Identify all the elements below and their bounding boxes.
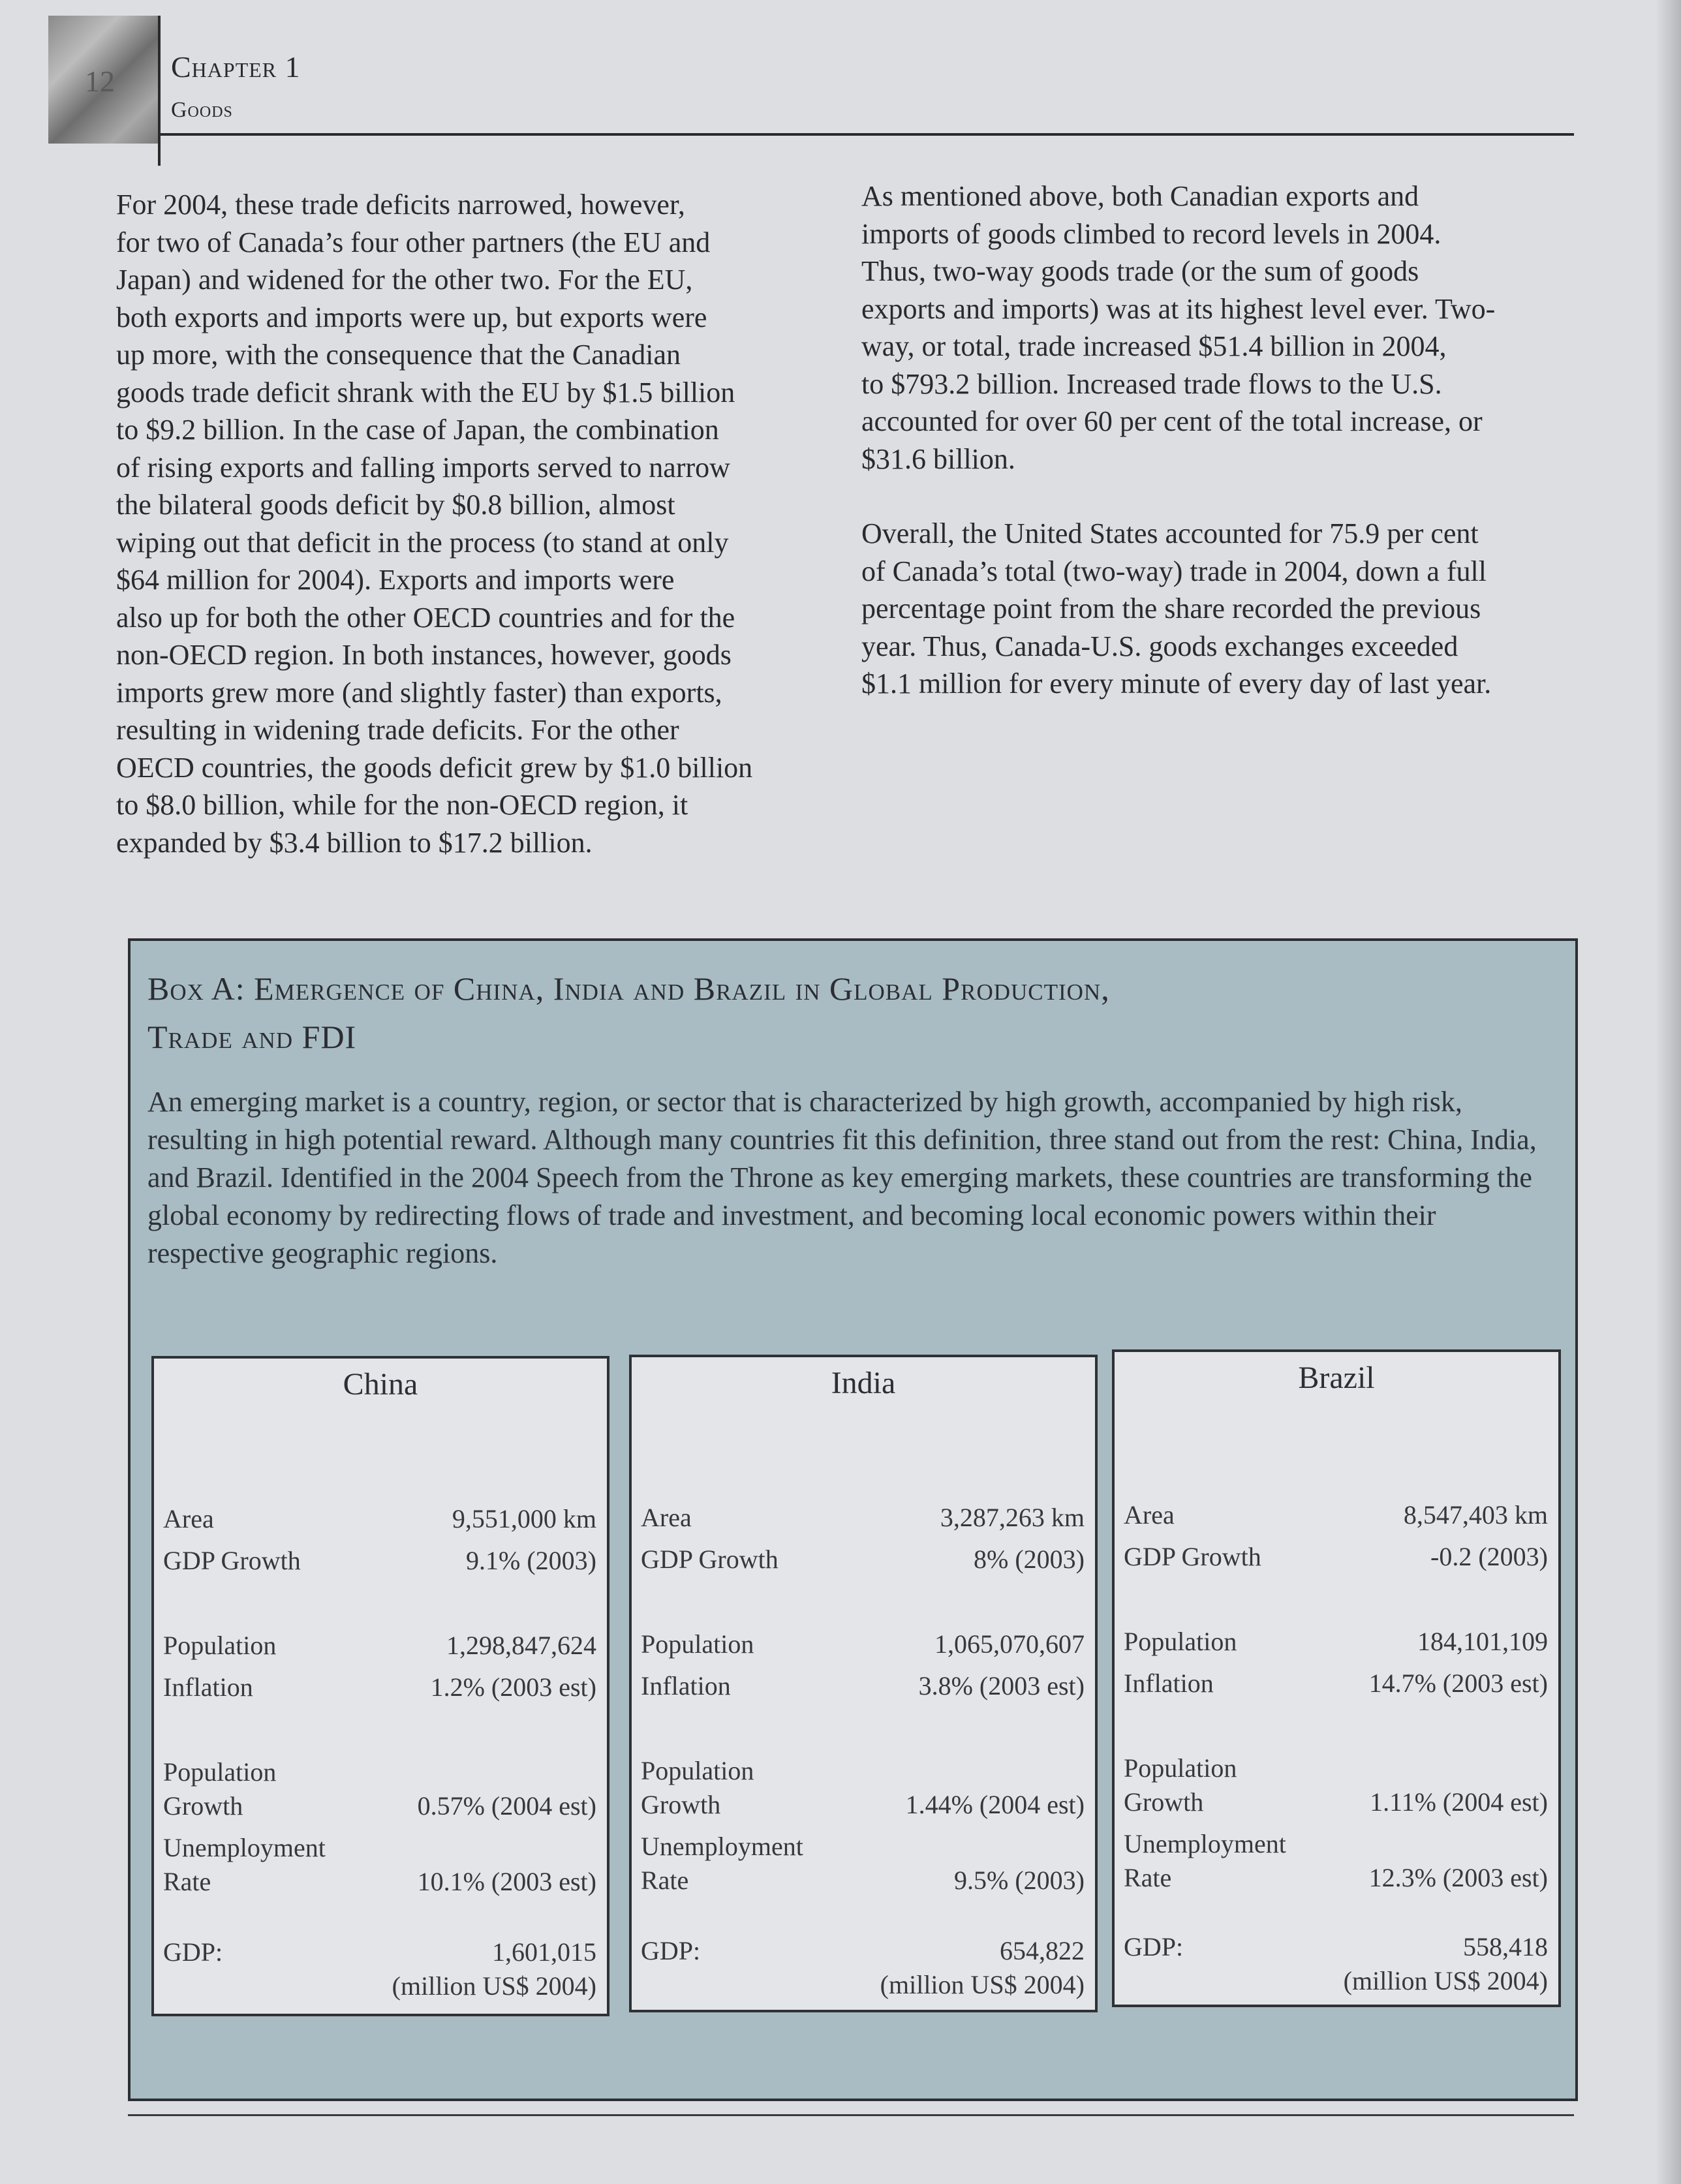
stat-label: Population xyxy=(641,1629,754,1659)
page-edge-shadow xyxy=(1655,0,1681,2184)
stat-row-population xyxy=(163,1629,596,1663)
stat-label: Unemployment Rate xyxy=(163,1833,326,1896)
stat-row-population xyxy=(1124,1625,1548,1659)
stat-label: Population Growth xyxy=(163,1757,277,1821)
stat-row-gdp-growth xyxy=(1124,1540,1548,1574)
stat-label: GDP: xyxy=(1124,1932,1184,1961)
stat-label: Inflation xyxy=(641,1671,731,1700)
stat-value: 9.1% (2003) xyxy=(466,1546,596,1575)
stat-label: GDP: xyxy=(641,1936,701,1965)
stat-row-population xyxy=(641,1627,1085,1661)
stat-value: -0.2 (2003) xyxy=(1430,1542,1548,1571)
stat-label: GDP Growth xyxy=(163,1546,301,1575)
country-panel-brazil xyxy=(1112,1349,1561,2007)
stat-label: Population xyxy=(163,1631,277,1660)
box-a-panel xyxy=(128,938,1578,2101)
stat-value: 184,101,109 xyxy=(1417,1627,1548,1656)
stat-row-gdp xyxy=(163,1935,596,2003)
stat-value: 3.8% (2003 est) xyxy=(918,1671,1085,1700)
stat-row-unemployment xyxy=(163,1831,596,1899)
stat-label: Population Growth xyxy=(641,1756,754,1819)
stat-label: Unemployment Rate xyxy=(641,1832,803,1895)
page-number: 12 xyxy=(85,65,115,98)
right-paragraph-2: Overall, the United States accounted for 75.9 per cent of Canada’s total (two-way) trade in 2004, down a full percentage point from the share recorded the previous year. Thus, Canada-U.S. goods exchanges exceeded $1.1 million for every minute of every day of last year. xyxy=(861,517,1492,700)
stat-value: 12.3% (2003 est) xyxy=(1368,1863,1548,1892)
stat-row-population-growth xyxy=(163,1755,596,1823)
stat-row-gdp xyxy=(641,1934,1085,2002)
stat-value: 0.57% (2004 est) xyxy=(417,1791,596,1821)
header-horizontal-rule xyxy=(158,133,1574,136)
country-panel-india xyxy=(629,1355,1098,2012)
country-name: India xyxy=(831,1366,896,1400)
stat-value: 1,298,847,624 xyxy=(446,1631,596,1660)
stat-value: 9.5% (2003) xyxy=(954,1866,1085,1895)
stat-label: GDP Growth xyxy=(641,1545,779,1574)
stat-value: 8% (2003) xyxy=(974,1545,1085,1574)
stat-label: Inflation xyxy=(163,1672,253,1702)
footer-rule xyxy=(128,2114,1574,2116)
stat-value: 8,547,403 km xyxy=(1403,1500,1548,1530)
right-text-column xyxy=(861,177,1612,703)
stat-label: GDP Growth xyxy=(1124,1542,1261,1571)
stat-row-gdp-growth xyxy=(163,1544,596,1578)
stat-value: 14.7% (2003 est) xyxy=(1368,1669,1548,1698)
stat-label: Area xyxy=(641,1503,692,1532)
stat-row-population-growth xyxy=(641,1754,1085,1822)
stat-label: Area xyxy=(1124,1500,1175,1530)
stat-value: 10.1% (2003 est) xyxy=(417,1867,596,1896)
stat-value: 1,065,070,607 xyxy=(934,1629,1085,1659)
stat-row-area xyxy=(163,1502,596,1536)
chapter-title: Chapter 1 xyxy=(171,50,301,84)
stat-label: Unemployment Rate xyxy=(1124,1829,1286,1892)
box-title: Box A: Emergence of China, India and Brazil in Global Production, Trade and FDI xyxy=(147,970,1110,1055)
stat-value: 654,822 (million US$ 2004) xyxy=(880,1936,1085,1999)
stat-row-gdp xyxy=(1124,1930,1548,1998)
stat-label: Population xyxy=(1124,1627,1237,1656)
right-paragraph-1: As mentioned above, both Canadian exports and imports of goods climbed to record levels in 2004. Thus, two-way goods trade (or the sum of goods exports and imports) was at its highest level ever. Two- way, or total, trade increased $51.4 billion in 2004, to $793.2 billion. Increased trade flows to the U.S. accounted for over 60 per cent of the total increase, or $31.6 billion. xyxy=(861,180,1496,475)
country-name: Brazil xyxy=(1298,1361,1375,1395)
stat-row-area xyxy=(1124,1498,1548,1532)
stat-row-inflation xyxy=(163,1670,596,1704)
stat-row-population-growth xyxy=(1124,1751,1548,1819)
stat-label: Area xyxy=(163,1504,214,1533)
stat-label: Population Growth xyxy=(1124,1753,1237,1817)
stat-row-gdp-growth xyxy=(641,1543,1085,1576)
stat-value: 558,418 (million US$ 2004) xyxy=(1343,1932,1548,1995)
box-intro-text: An emerging market is a country, region, or sector that is characterized by high growth, accompanied by high risk, resulting in high potential reward. Although many countries fit this definition, three stand out from the rest: China, India, and Brazil. Identified in the 2004 Speech from the Throne as key emerging markets, these countries are transforming the global economy by redirecting flows of trade and investment, and becoming local economic powers within their respective geographic regions. xyxy=(147,1086,1537,1269)
stat-row-inflation xyxy=(641,1669,1085,1703)
left-paragraph: For 2004, these trade deficits narrowed, however, for two of Canada’s four other partners (the EU and Japan) and widened for the other two. For the EU, both exports and imports were up, but exports were up more, with the consequence that the Canadian goods trade deficit shrank with the EU by $1.5 billion to $9.2 billion. In the case of Japan, the combination of rising exports and falling imports served to narrow the bilateral goods deficit by $0.8 billion, almost wiping out that deficit in the process (to stand at only $64 million for 2004). Exports and imports were also up for both the other OECD countries and for the non-OECD region. In both instances, however, goods imports grew more (and slightly faster) than exports, resulting in widening trade deficits. For the other OECD countries, the goods deficit grew by $1.0 billion to $8.0 billion, while for the non-OECD region, it expanded by $3.4 billion to $17.2 billion. xyxy=(116,189,753,859)
stat-value: 1.2% (2003 est) xyxy=(430,1672,596,1702)
stat-row-unemployment xyxy=(1124,1827,1548,1895)
country-panel-china xyxy=(151,1356,609,2016)
stat-value: 1.44% (2004 est) xyxy=(905,1790,1085,1819)
header-vertical-rule xyxy=(158,16,161,166)
left-text-column xyxy=(116,186,840,861)
stat-row-unemployment xyxy=(641,1830,1085,1898)
stat-value: 9,551,000 km xyxy=(452,1504,596,1533)
country-name: China xyxy=(343,1367,418,1402)
stat-label: GDP: xyxy=(163,1937,223,1967)
stat-value: 3,287,263 km xyxy=(940,1503,1085,1532)
stat-value: 1.11% (2004 est) xyxy=(1370,1787,1548,1817)
stat-row-area xyxy=(641,1501,1085,1535)
stat-label: Inflation xyxy=(1124,1669,1214,1698)
section-title: Goods xyxy=(171,98,233,122)
stat-row-inflation xyxy=(1124,1667,1548,1700)
stat-value: 1,601,015 (million US$ 2004) xyxy=(392,1937,596,2001)
